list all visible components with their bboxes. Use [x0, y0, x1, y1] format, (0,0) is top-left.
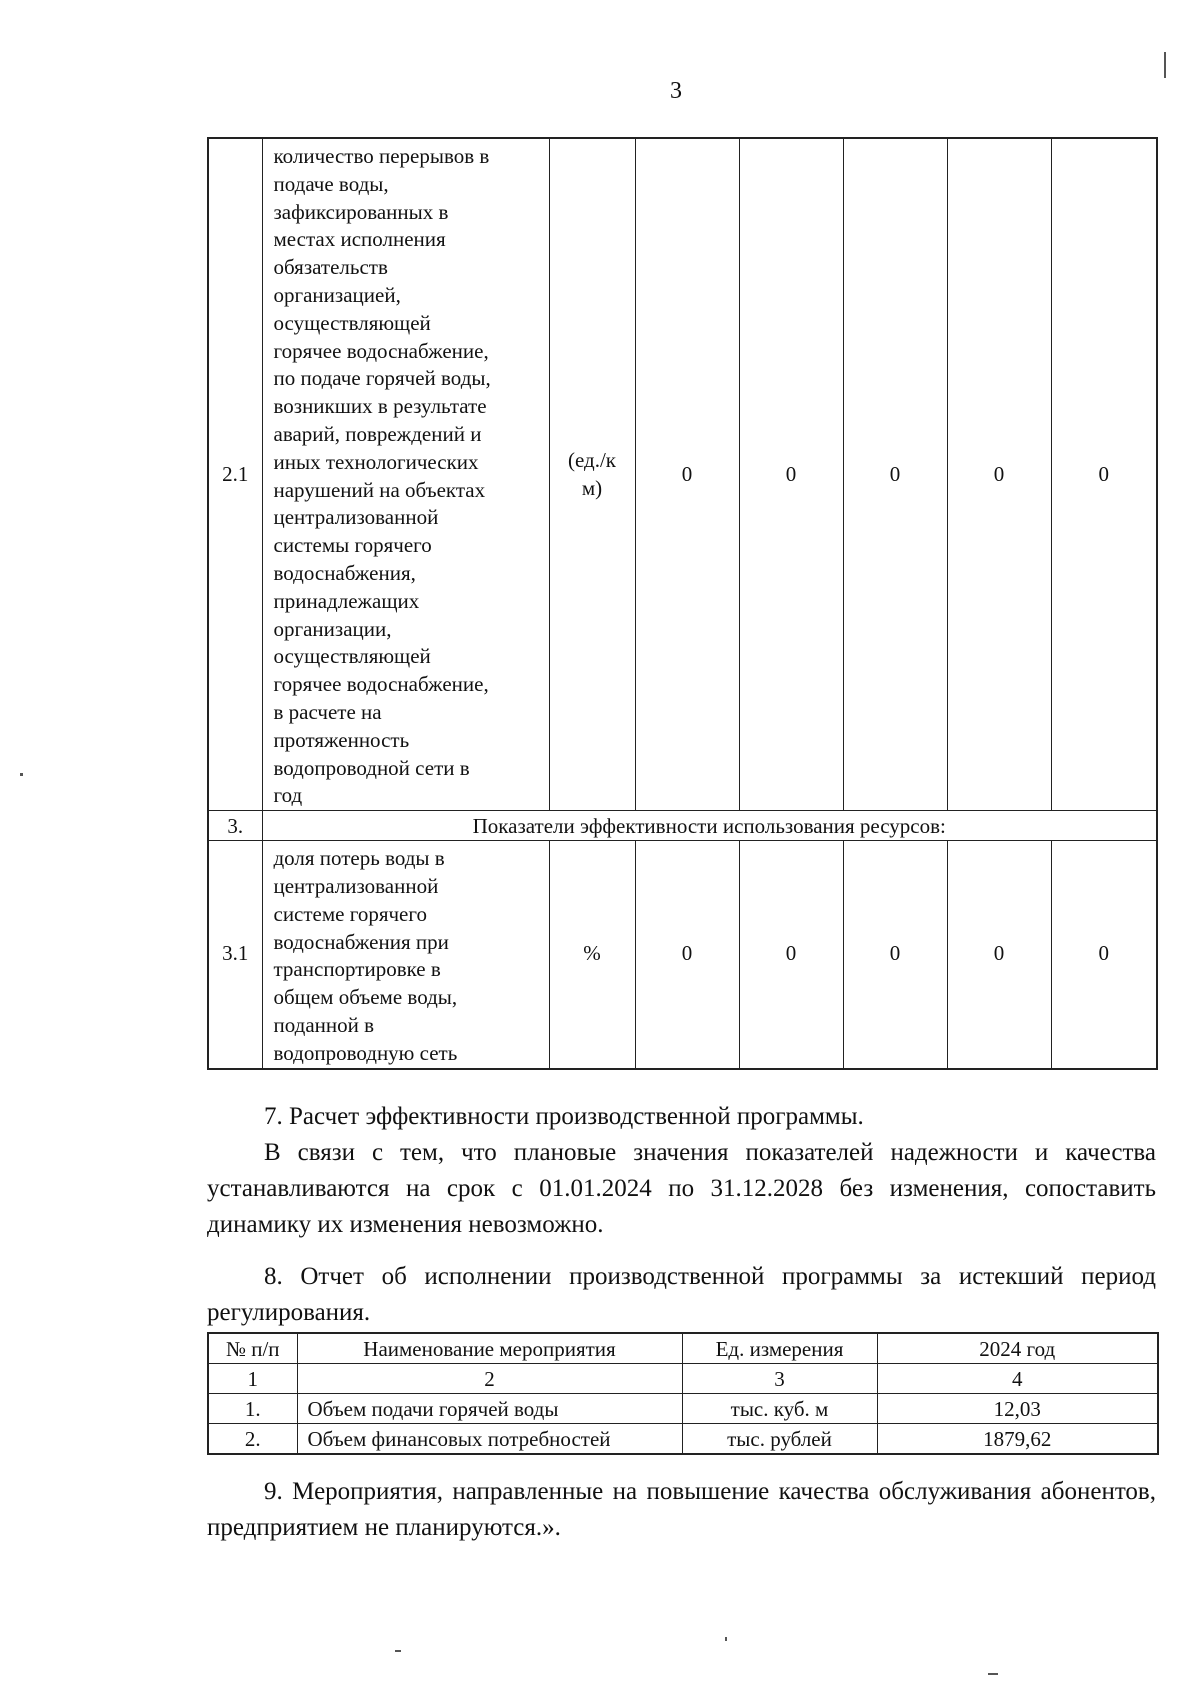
description-line: системы горячего: [273, 533, 432, 558]
value-cell: 0: [739, 138, 843, 811]
column-header: 2024 год: [877, 1333, 1158, 1364]
description-line: по подаче горячей воды,: [273, 366, 491, 391]
section-title: Показатели эффективности использования ресурсов:: [262, 811, 1157, 841]
unit-cell: %: [549, 841, 635, 1069]
description-line: централизованной: [273, 873, 439, 898]
row-number: 3.1: [208, 841, 262, 1069]
description-line: общем объеме воды,: [273, 985, 458, 1010]
indicators-table: [207, 137, 1158, 1070]
description-line: водопроводной сети в: [273, 755, 470, 780]
description-line: иных технологических: [273, 449, 479, 474]
table-row: [208, 138, 1157, 811]
description-line: год: [273, 783, 303, 808]
description-line: системе горячего: [273, 901, 427, 926]
scan-mark: [988, 1673, 998, 1675]
description-line: горячее водоснабжение,: [273, 672, 489, 697]
measure-name: Объем финансовых потребностей: [297, 1424, 682, 1455]
table-row: [208, 1424, 1158, 1455]
description-line: водопроводную сеть: [273, 1040, 458, 1065]
measure-unit: тыс. рублей: [682, 1424, 877, 1455]
measure-value: 1879,62: [877, 1424, 1158, 1455]
value-cell: 0: [947, 138, 1051, 811]
description-line: централизованной: [273, 505, 439, 530]
description-line: горячее водоснабжение,: [273, 338, 489, 363]
description-line: организации,: [273, 616, 392, 641]
description-line: водоснабжения при: [273, 929, 449, 954]
report-table: [207, 1332, 1159, 1455]
section-row: [208, 811, 1157, 841]
description-line: в расчете на: [273, 699, 382, 724]
row-number: 2.1: [208, 138, 262, 811]
description-line: местах исполнения: [273, 227, 446, 252]
value-cell: 0: [947, 841, 1051, 1069]
value-cell: 0: [635, 841, 739, 1069]
row-number: 3.: [208, 811, 262, 841]
indicator-description: [262, 841, 549, 1069]
description-line: осуществляющей: [273, 644, 431, 669]
section-7-heading: 7. Расчет эффективности производственной программы.: [264, 1103, 864, 1130]
description-line: возникших в результате: [273, 394, 487, 419]
description-line: обязательств: [273, 255, 388, 280]
description-line: нарушений на объектах: [273, 477, 486, 502]
scan-mark: [395, 1650, 401, 1652]
section-7-text: В связи с тем, что плановые значения показателей надежности и качества устанавливаются на срок с 01.01.2024 по 31.12.2028 без изменения, сопоставить динамику их изменения невозможно.: [207, 1139, 1156, 1238]
description-line: водоснабжения,: [273, 560, 416, 585]
page-number: 3: [670, 78, 682, 104]
value-cell: 0: [635, 138, 739, 811]
table-row: [208, 1394, 1158, 1424]
table-row: [208, 841, 1157, 1069]
description-line: количество перерывов в: [273, 144, 490, 168]
column-index-row: [208, 1364, 1158, 1394]
section-9-text: 9. Мероприятия, направленные на повышение качества обслуживания абонентов, предприятием не планируются.».: [207, 1478, 1156, 1541]
column-index: 1: [208, 1364, 297, 1394]
value-cell: 0: [843, 138, 947, 811]
description-line: поданной в: [273, 1012, 375, 1037]
description-line: организацией,: [273, 282, 401, 307]
description-line: аварий, повреждений и: [273, 421, 482, 446]
value-cell: 0: [1051, 841, 1157, 1069]
row-number: 1.: [208, 1394, 297, 1424]
description-line: доля потерь воды в: [273, 846, 445, 871]
value-cell: 0: [739, 841, 843, 1069]
description-line: зафиксированных в: [273, 199, 449, 224]
measure-value: 12,03: [877, 1394, 1158, 1424]
description-line: транспортировке в: [273, 957, 441, 982]
table-header-row: [208, 1333, 1158, 1364]
value-cell: 0: [843, 841, 947, 1069]
value-cell: 0: [1051, 138, 1157, 811]
column-index: 3: [682, 1364, 877, 1394]
description-line: протяженность: [273, 727, 410, 752]
column-index: 4: [877, 1364, 1158, 1394]
description-line: осуществляющей: [273, 310, 431, 335]
section-8-heading: 8. Отчет об исполнении производственной программы за истекший период регулирования.: [207, 1263, 1156, 1326]
measure-name: Объем подачи горячей воды: [297, 1394, 682, 1424]
scan-mark: [1164, 52, 1166, 78]
measure-unit: тыс. куб. м: [682, 1394, 877, 1424]
description-line: подаче воды,: [273, 171, 389, 196]
description-line: принадлежащих: [273, 588, 420, 613]
column-header: Ед. измерения: [682, 1333, 877, 1364]
column-header: Наименование мероприятия: [297, 1333, 682, 1364]
unit-cell: (ед./к м): [549, 138, 635, 811]
column-index: 2: [297, 1364, 682, 1394]
scan-mark: [20, 773, 23, 776]
column-header: № п/п: [208, 1333, 297, 1364]
indicator-description: [262, 138, 549, 811]
scan-mark: [725, 1637, 727, 1641]
row-number: 2.: [208, 1424, 297, 1455]
